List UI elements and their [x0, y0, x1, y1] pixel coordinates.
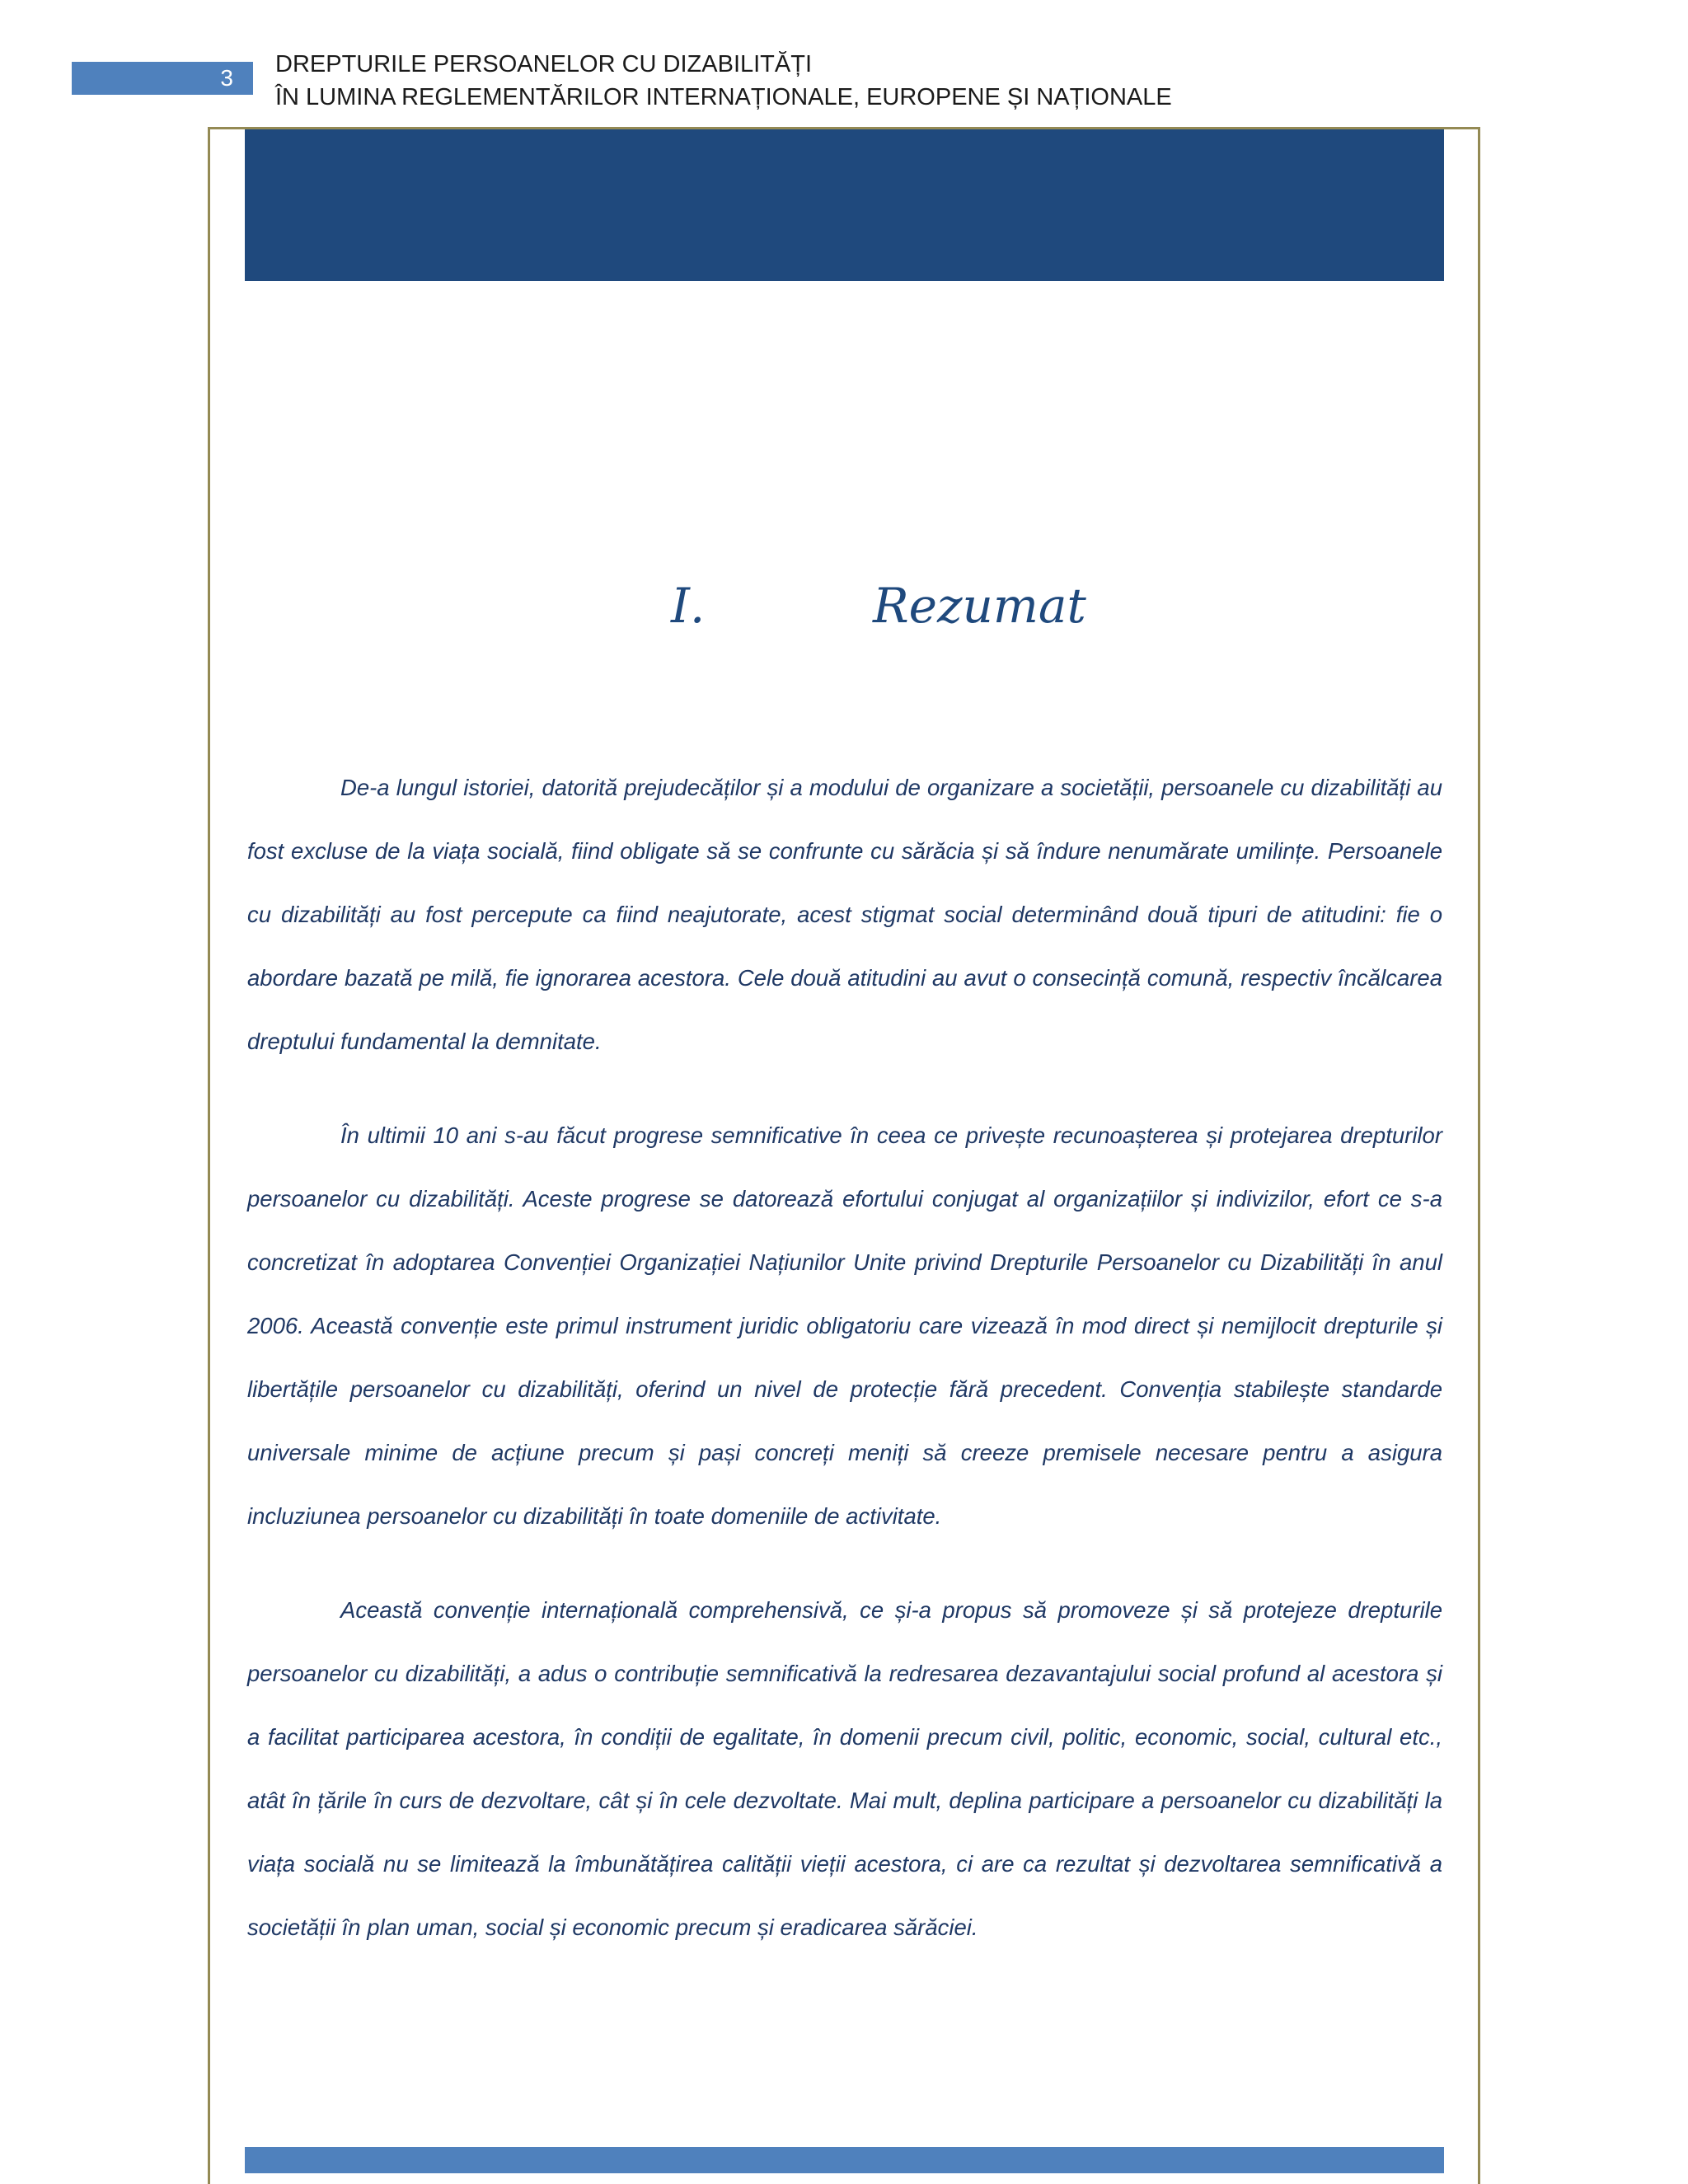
header-title-line-2: ÎN LUMINA REGLEMENTĂRILOR INTERNAȚIONALE, EUROPENE ȘI NAȚIONALE — [275, 84, 1172, 110]
bottom-bar — [245, 2147, 1444, 2173]
running-header — [275, 48, 1172, 114]
paragraph-2: În ultimii 10 ani s-au făcut progrese semnificative în ceea ce privește recunoașterea și protejarea drepturilor persoanelor cu dizabilități. Aceste progrese se datorează efortului conjugat al organizațiilor și indivizilor, efort ce s-a concretizat în adoptarea Convenției Organizației Națiunilor Unite privind Drepturile Persoanelor cu Dizabilități în anul 2006. Această convenție este primul instrument juridic obligatoriu care vizează în mod direct și nemijlocit drepturile și libertățile persoanelor cu dizabilități, oferind un nivel de protecție fără precedent. Convenția stabilește standarde universale minime de acțiune precum și pași concreți meniți să creeze premisele necesare pentru a asigura incluziunea persoanelor cu dizabilități în toate domeniile de activitate. — [247, 1122, 1442, 1529]
top-banner — [245, 129, 1444, 281]
paragraph-1: De-a lungul istoriei, datorită prejudecăților și a modului de organizare a societății, persoanele cu dizabilități au fost excluse de la viața socială, fiind obligate să se confrunte cu sărăcia și să îndure nenumărate umilințe. Persoanele cu dizabilități au fost percepute ca fiind neajutorate, acest stigmat social determinând două tipuri de atitudini: fie o abordare bazată pe milă, fie ignorarea acestora. Cele două atitudini au avut o consecință comună, respectiv încălcarea dreptului fundamental la demnitate. — [247, 775, 1442, 1054]
paragraph-3: Această convenție internațională comprehensivă, ce și-a propus să promoveze și să protejeze drepturile persoanelor cu dizabilități, a adus o contribuție semnificativă la redresarea dezavantajului social profund al acestora și a facilitat participarea acestora, în condiții de egalitate, în domenii precum civil, politic, economic, social, cultural etc., atât în țările în curs de dezvoltare, cât și în cele dezvoltate. Mai mult, deplina participare a persoanelor cu dizabilități la viața socială nu se limitează la îmbunătățirea calității vieții acestora, ci are ca rezultat și dezvoltarea semnificativă a societății în plan uman, social și economic precum și eradicarea sărăciei. — [247, 1597, 1442, 1940]
chapter-heading — [245, 569, 1444, 643]
page-number: 3 — [220, 65, 233, 91]
header-title-line-1: DREPTURILE PERSOANELOR CU DIZABILITĂȚI — [275, 51, 813, 77]
page-number-tab — [72, 62, 253, 95]
chapter-number: I. — [671, 578, 706, 634]
chapter-title: Rezumat — [873, 578, 1086, 634]
summary-body — [247, 756, 1442, 1990]
